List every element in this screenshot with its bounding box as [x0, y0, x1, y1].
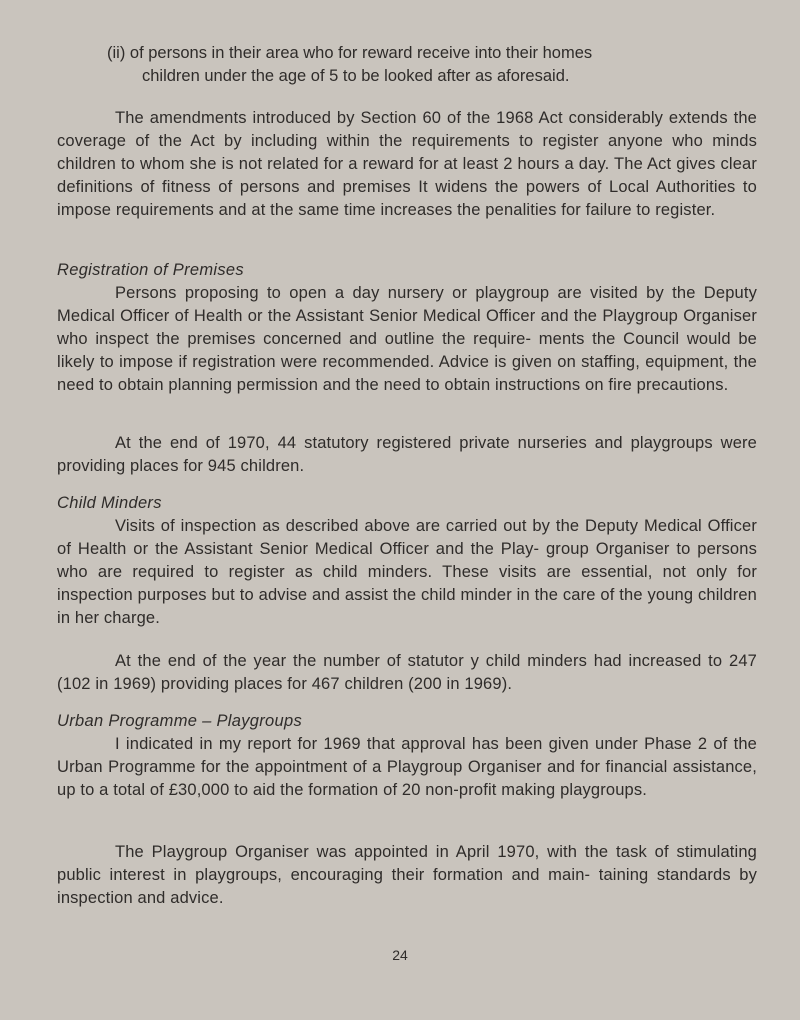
list-item-ii — [107, 42, 727, 88]
registration-paragraph: Persons proposing to open a day nursery or playgroup are visited by the Deputy Medical Officer of Health or the Assistant Senior Medical Officer and the Playgroup Organiser who inspect the premises concerned and outline the require- ments the Council would be likely to impose if registration were recommended. Advice is given on staffing, equipment, the need to obtain planning permission and the need to obtain instructions on fire precautions. — [57, 284, 757, 394]
organiser-paragraph: The Playgroup Organiser was appointed in April 1970, with the task of stimulating public interest in playgroups, encouraging their formation and main- taining standards by inspection and advice. — [57, 843, 757, 907]
page-number: 24 — [392, 947, 408, 963]
amendments-paragraph: The amendments introduced by Section 60 of the 1968 Act considerably extends the coverage of the Act by including within the requirements to register anyone who minds children to whom she is not related for a reward for at least 2 hours a day. The Act gives clear definitions of fitness of persons and premises It widens the powers of Local Authorities to impose requirements and at the same time increases the penalities for failure to register. — [57, 109, 757, 219]
child-minders-heading: Child Minders — [57, 494, 162, 512]
urban-programme-paragraph: I indicated in my report for 1969 that approval has been given under Phase 2 of the Urban Programme for the appointment of a Playgroup Organiser and for financial assistance, up to a total of £30,000 to aid the formation of 20 non-profit making playgroups. — [57, 735, 757, 799]
list-item-line2: children under the age of 5 to be looked after as aforesaid. — [142, 67, 570, 85]
child-minders-paragraph: Visits of inspection as described above are carried out by the Deputy Medical Officer of Health or the Assistant Senior Medical Officer and the Play- group Organiser to persons who are required to register as child minders. These visits are essential, not only for inspection purposes but to advise and assist the child minder in the care of the young children in her charge. — [57, 517, 757, 627]
list-item-line1: (ii) of persons in their area who for reward receive into their homes — [107, 44, 593, 62]
urban-programme-heading: Urban Programme – Playgroups — [57, 712, 303, 730]
registration-heading: Registration of Premises — [57, 261, 244, 279]
end-year-paragraph: At the end of the year the number of statutor y child minders had increased to 247 (102 in 1969) providing places for 467 children (200 in 1969). — [57, 652, 757, 693]
end-1970-paragraph: At the end of 1970, 44 statutory registered private nurseries and playgroups were providing places for 945 children. — [57, 434, 757, 475]
